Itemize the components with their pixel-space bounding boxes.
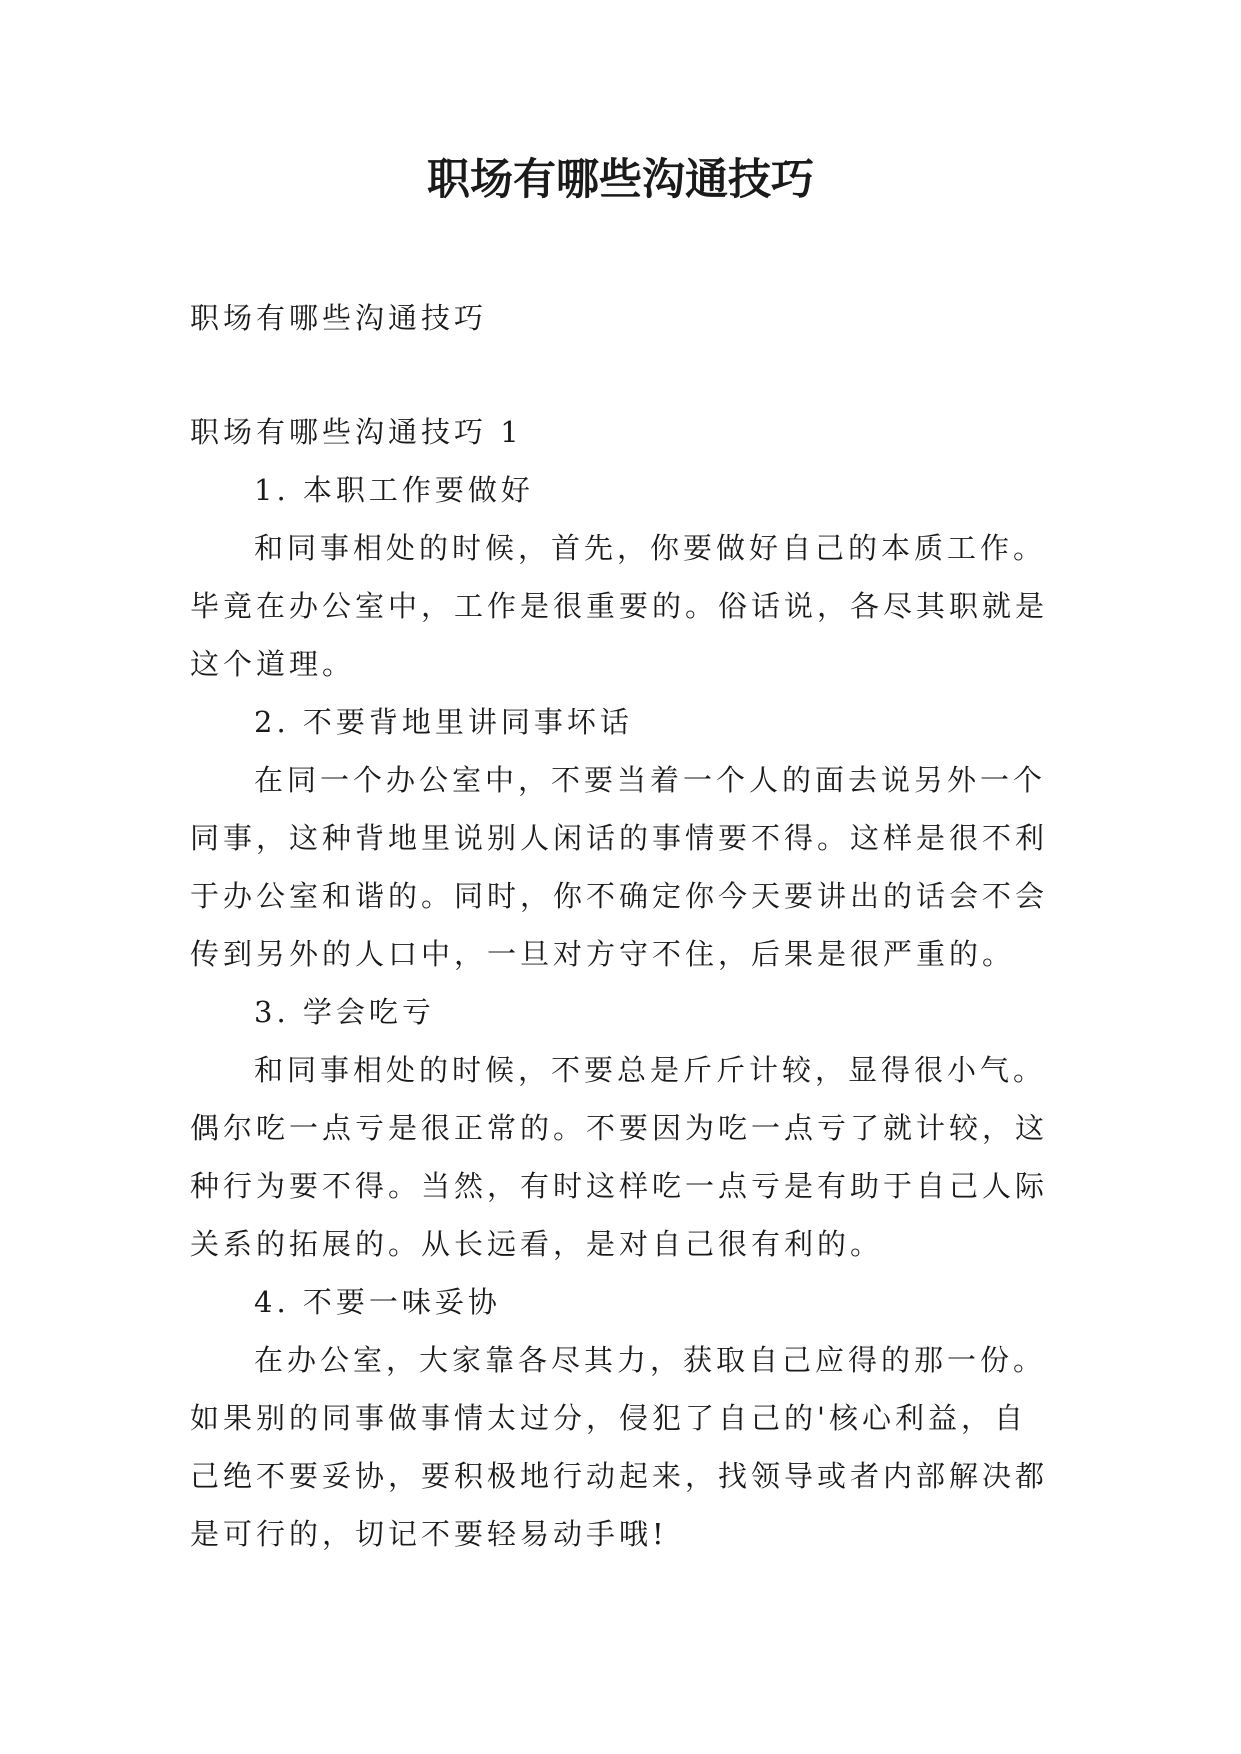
item-heading: 4. 不要一味妥协 — [254, 1285, 501, 1319]
item-paragraph: 在办公室，大家靠各尽其力，获取自己应得的那一份。如果别的同事做事情太过分，侵犯了自己的'核心利益，自己绝不要妥协，要积极地行动起来，找领导或者内部解决都是可行的，切记不要轻易动手哦! — [190, 1343, 1049, 1551]
item-paragraph: 和同事相处的时候，不要总是斤斤计较，显得很小气。偶尔吃一点亏是很正常的。不要因为吃一点亏了就计较，这种行为要不得。当然，有时这样吃一点亏是有助于自己人际关系的拓展的。从长远看，是对自己很有利的。 — [190, 1053, 1049, 1261]
document-title: 职场有哪些沟通技巧 — [427, 155, 814, 205]
item-heading: 2. 不要背地里讲同事坏话 — [254, 705, 633, 739]
item-paragraph: 和同事相处的时候，首先，你要做好自己的本质工作。毕竟在办公室中，工作是很重要的。俗话说，各尽其职就是这个道理。 — [190, 531, 1049, 681]
item-paragraph: 在同一个办公室中，不要当着一个人的面去说另外一个同事，这种背地里说别人闲话的事情要不得。这样是很不利于办公室和谐的。同时，你不确定你今天要讲出的话会不会传到另外的人口中，一旦对方守不住，后果是很严重的。 — [190, 763, 1049, 971]
item-heading: 3. 学会吃亏 — [254, 995, 435, 1029]
document-subtitle: 职场有哪些沟通技巧 — [190, 301, 488, 335]
item-heading: 1. 本职工作要做好 — [254, 473, 534, 507]
section-heading: 职场有哪些沟通技巧 1 — [190, 415, 523, 449]
document-body — [190, 403, 1058, 1563]
